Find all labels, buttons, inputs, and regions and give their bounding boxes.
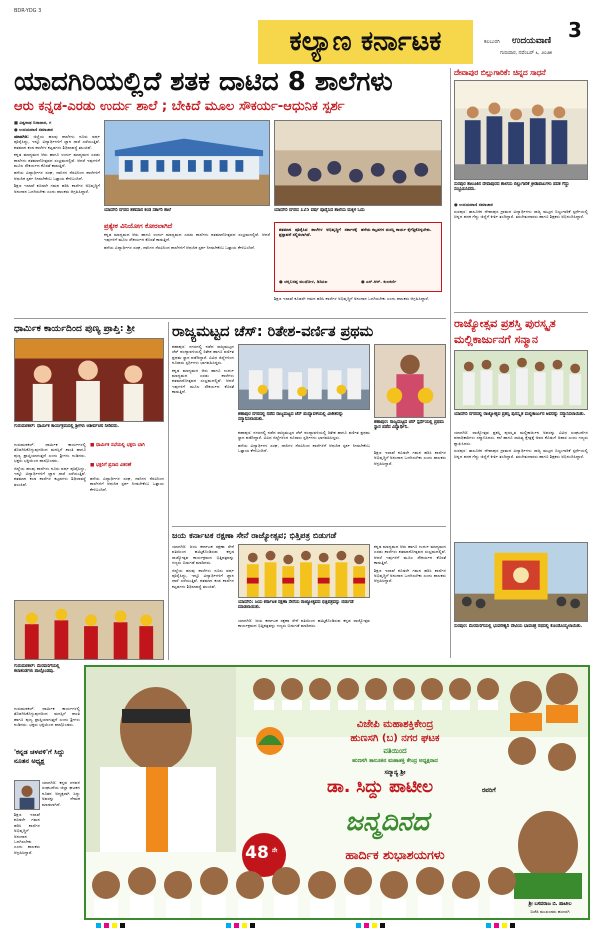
religious-caption: ಗುರುಮಠಕಲ್: ಧಾರ್ಮಿಕ ಕಾರ್ಯಕ್ರಮದಲ್ಲಿ ಶ್ರೀಗಳು ಆಶೀರ್ವಚನ ನೀಡಿದರು. bbox=[14, 424, 119, 429]
left-bottom-body-3 bbox=[14, 812, 40, 910]
quote-box bbox=[274, 222, 442, 292]
lead-subhead: ಪ್ರತ್ಯೇಕ ವಿನಿಯೋಗ ಕೋರಲಾಗಿದೆ bbox=[104, 222, 173, 230]
jk-body-right bbox=[374, 544, 446, 660]
page-number: 3 bbox=[568, 18, 582, 42]
jk-body-mid bbox=[238, 618, 370, 660]
lead-bureau: ● ಉದಯವಾಣಿ ಸಮಾಚಾರ bbox=[14, 127, 54, 132]
left-bottom-caption: ಗುರುಮಠಕಲ್: ಮೆರವಣಿಗೆಯಲ್ಲಿ ಕಲಾತಂಡಗಳು ಪಾಲ್ಗೊಂಡವು. bbox=[14, 664, 60, 675]
rajyotsava-caption: ಯಾದಗಿರಿ ನಗರದಲ್ಲಿ ರಾಜ್ಯೋತ್ಸವ ಪ್ರಶಸ್ತಿ ಪುರಸ್ಕೃತ ಮಲ್ಲಿಕಾರ್ಜುನ ಅವರನ್ನು ಸನ್ಮಾನಿಸಲಾಯಿತು. bbox=[454, 412, 586, 417]
city-label: ಕಲಬುರಗಿ bbox=[484, 39, 500, 45]
ad-age-suffix: ನೇ bbox=[272, 847, 278, 854]
ad-birthday: ಜನ್ಮದಿನದ bbox=[345, 807, 429, 837]
chess-winner-photo bbox=[374, 344, 446, 418]
chess-body-right bbox=[374, 450, 446, 522]
chess-body-mid-text-2: ಹಳೆಯ ವಿದ್ಯಾರ್ಥಿಗಳ ಸಂಘ, ದಾನಿಗಳ ನೆರವಿನಿಂದ ಶಾಲೆಗಳಿಗೆ ಆಧುನಿಕ ಸ್ಪರ್ಶ ನೀಡಬೇಕೆಂಬ ಒತ್ತಾಯ ಕೇಳಿಬಂದಿದೆ. bbox=[238, 442, 370, 454]
rajyotsava-body-text-2: ಸುರಪುರ: ತಾಲೂಕಿನ ದೇವಾಪುರ ಗ್ರಾಮದ ವಿದ್ಯಾರ್ಥಿಗಳು ರಾಜ್ಯ ಮಟ್ಟದ ಬಿಲ್ಲುಗಾರಿಕೆ ಸ್ಪರ್ಧೆಯಲ್ಲಿ ಚಿನ್ನದ ಪದಕ ಗೆದ್ದು ಜಿಲ್ಲೆಗೆ ಕೀರ್ತಿ ತಂದಿದ್ದಾರೆ. ತರಬೇತುದಾರರು ಹಾಗೂ ಶಿಕ್ಷಕರು ಅಭಿನಂದಿಸಿದ್ದಾರೆ. bbox=[454, 448, 588, 459]
birthday-advertisement bbox=[84, 665, 590, 920]
jk-body-left-text: ಯಾದಗಿರಿ: ಜಯ ಕರ್ನಾಟಕ ರಕ್ಷಣಾ ಸೇನೆ ವತಿಯಿಂದ ಹಮ್ಮಿಕೊಂಡಿರುವ ಕನ್ನಡ ರಾಜ್ಯೋತ್ಸವ ಕಾರ್ಯಕ್ರಮದ ಭಿತ್ತಿಪತ್ರವನ್ನು ಗಣ್ಯರು ಬಿಡುಗಡೆ ಮಾಡಿದರು. bbox=[172, 544, 234, 566]
lead-body-tail bbox=[274, 296, 442, 316]
rule-left-col bbox=[168, 322, 169, 660]
archery-photo bbox=[454, 80, 588, 180]
ad-wishes: ಹಾರ್ದಿಕ ಶುಭಾಶಯಗಳು bbox=[345, 847, 445, 862]
left-bottom-body-2 bbox=[42, 780, 80, 910]
lead-byline: ■ ವಿಶ್ವನಾಥ ಬಿರಾದಾರ, ಗ bbox=[14, 120, 52, 125]
siddu-photo bbox=[14, 780, 40, 810]
rajyotsava-body bbox=[454, 430, 588, 540]
section-banner bbox=[258, 20, 473, 64]
chess-body-left-text: ಶಹಾಪುರ: ನಗರದಲ್ಲಿ ನಡೆದ ರಾಜ್ಯಮಟ್ಟದ ಚೆಸ್ ಪಂದ್ಯಾವಳಿಯಲ್ಲಿ ರಿತೇಶ ಹಾಗೂ ವರ್ಣಿತ ಪ್ರಥಮ ಸ್ಥಾನ ಪಡೆದಿದ್ದಾರೆ. ವಿವಿಧ ಜಿಲ್ಲೆಗಳಿಂದ ನೂರಾರು ಸ್ಪರ್ಧಿಗಳು ಭಾಗವಹಿಸಿದ್ದರು. bbox=[172, 344, 234, 366]
jk-headline: ಜಯ ಕರ್ನಾಟಕ ರಕ್ಷಣಾ ಸೇನೆ ರಾಜ್ಯೋತ್ಸವ; ಭಿತ್ತಿಪತ್ರ ಬಿಡುಗಡೆ bbox=[172, 530, 337, 540]
left-bottom-body-3-text: ಶಿಕ್ಷಣ ಇಲಾಖೆ ಕೂಡಲೇ ಗಮನ ಹರಿಸಿ ಶಾಲೆಗಳ ಅಭಿವೃದ್ಧಿಗೆ ಅನುದಾನ ಒದಗಿಸಬೇಕು ಎಂದು ಪಾಲಕರು ಆಗ್ರಹಿಸಿದ್ದಾರೆ. bbox=[14, 812, 40, 855]
religious-headline: ಧಾರ್ಮಿಕ ಕಾರ್ಯದಿಂದ ಪುಣ್ಯ ಪ್ರಾಪ್ತಿ: ಶ್ರೀ bbox=[14, 323, 135, 334]
paper-name: ಉದಯವಾಣಿ bbox=[512, 36, 552, 46]
religious-photo bbox=[14, 338, 164, 422]
lead-body-p2: ಕನ್ನಡ ಮಾಧ್ಯಮದ ಆರು ಹಾಗೂ ಉರ್ದು ಮಾಧ್ಯಮದ ಎರಡು ಶಾಲೆಗಳು ಶತಮಾನೋತ್ಸವದ ಸಂಭ್ರಮದಲ್ಲಿವೆ. ಆದರೆ ಇವುಗಳಿಗೆ ಮೂಲ ಸೌಕರ್ಯದ ಕೊರತೆ ಕಾಡುತ್ತಿದೆ. bbox=[14, 152, 100, 169]
ad-line3: ವತಿಯಿಂದ bbox=[383, 747, 407, 755]
registration-marks-bottom bbox=[96, 914, 516, 920]
ad-name: ಡಾ. ಸಿದ್ದು ಪಾಟೀಲ bbox=[327, 777, 433, 797]
archery-body bbox=[454, 209, 588, 309]
lead-place: ಯಾದಗಿರಿ: bbox=[14, 134, 29, 139]
jk-body-left bbox=[172, 544, 234, 660]
archery-caption: ಸುರಪುರ ತಾಲೂಕಿನ ದೇವಾಪುರದ ಶಾಲೆಯ ಬಿಲ್ಲುಗಾರಿಕೆ ಕ್ರೀಡಾಪಟುಗಳು ಪದಕ ಗೆದ್ದು ಸಂಭ್ರಮಿಸಿದರು. bbox=[454, 182, 570, 193]
lead-photo-classroom-caption: ಯಾದಗಿರಿ ನಗರದ 125 ವರ್ಷ ಪೂರೈಸಿದ ಶಾಲೆಯ ಮಕ್ಕಳ ಓದು bbox=[274, 208, 365, 213]
religious-bullet-2: ■ ಭಕ್ತರಿಗೆ ಪ್ರಸಾದ ವಿತರಣೆ bbox=[90, 463, 132, 468]
registration-marks-svg bbox=[96, 923, 516, 928]
ad-line1: ವಿಜೇಪಿ ಮಹಾಶಕ್ತಿಕೇಂದ್ರ bbox=[356, 719, 434, 730]
jk-body-left-text-2: ಜಿಲ್ಲೆಯ ಹಲವು ಶಾಲೆಗಳು ನೂರು ವರ್ಷ ಪೂರೈಸಿದ್ದು, ಇನ್ನೂ ವಿದ್ಯಾರ್ಥಿಗಳಿಗೆ ಜ್ಞಾನ ಧಾರೆ ಎರೆಯುತ್ತಿವೆ. ಶತಮಾನ ಕಂಡ ಶಾಲೆಗಳ ಕಟ್ಟಡಗಳು ಶಿಥಿಲಾವಸ್ಥೆ ತಲುಪಿವೆ. bbox=[172, 567, 234, 589]
page-date: ಗುರುವಾರ, ನವೆಂಬರ್ ೬, ೨೦೨೫ bbox=[500, 51, 552, 56]
ad-sponsor-detail: ಬಿಜೆಪಿ ಮುಖಂಡರು ಹುಣಸಗಿ bbox=[530, 909, 570, 914]
left-bottom-body-1 bbox=[14, 706, 80, 746]
religious-bullet-1: ■ ಧಾರ್ಮಿಕ ಸಭೆಯಲ್ಲಿ ಭಕ್ತರು ಭಾಗಿ bbox=[90, 443, 145, 448]
rule-jk bbox=[172, 526, 446, 527]
jk-caption: ಯಾದಗಿರಿ: ಜಯ ಕರ್ನಾಟಕ ರಕ್ಷಣಾ ಸೇನೆಯ ರಾಜ್ಯೋತ್ಸವದ ಭಿತ್ತಿಪತ್ರವನ್ನು ಬಿಡುಗಡೆ ಮಾಡಲಾಯಿತು. bbox=[238, 600, 354, 611]
lead-body-right-p2: ಹಳೆಯ ವಿದ್ಯಾರ್ಥಿಗಳ ಸಂಘ, ದಾನಿಗಳ ನೆರವಿನಿಂದ ಶಾಲೆಗಳಿಗೆ ಆಧುನಿಕ ಸ್ಪರ್ಶ ನೀಡಬೇಕೆಂಬ ಒತ್ತಾಯ ಕೇಳಿಬಂದಿದೆ. bbox=[104, 244, 256, 250]
section-title: ಕಲ್ಯಾಣ ಕರ್ನಾಟಕ bbox=[289, 26, 442, 57]
left-bottom-body-1-text: ಗುರುಮಠಕಲ್: ಧಾರ್ಮಿಕ ಕಾರ್ಯಗಳಲ್ಲಿ ತೊಡಗಿಸಿಕೊಳ್ಳುವುದರಿಂದ ಮನಸ್ಸಿಗೆ ಶಾಂತಿ ಹಾಗೂ ಪುಣ್ಯ ಪ್ರಾಪ್ತಿಯಾಗುತ್ತದೆ ಎಂದು ಶ್ರೀಗಳು ನುಡಿದರು. ಭಕ್ತರು ಭಕ್ತಿಯಿಂದ ಪಾಲ್ಗೊಂಡರು. bbox=[14, 706, 80, 728]
chess-body-right-text: ಶಿಕ್ಷಣ ಇಲಾಖೆ ಕೂಡಲೇ ಗಮನ ಹರಿಸಿ ಶಾಲೆಗಳ ಅಭಿವೃದ್ಧಿಗೆ ಅನುದಾನ ಒದಗಿಸಬೇಕು ಎಂದು ಪಾಲಕರು ಆಗ್ರಹಿಸಿದ್ದಾರೆ. bbox=[374, 450, 446, 466]
quote-1-by: ● ಚನ್ನಬಸಪ್ಪ ಮುಧೋಳ, ಡಿಡಿಪಿಐ bbox=[279, 279, 328, 284]
rajyotsava-photo bbox=[454, 350, 588, 410]
jk-body-right-text: ಕನ್ನಡ ಮಾಧ್ಯಮದ ಆರು ಹಾಗೂ ಉರ್ದು ಮಾಧ್ಯಮದ ಎರಡು ಶಾಲೆಗಳು ಶತಮಾನೋತ್ಸವದ ಸಂಭ್ರಮದಲ್ಲಿವೆ. ಆದರೆ ಇವುಗಳಿಗೆ ಮೂಲ ಸೌಕರ್ಯದ ಕೊರತೆ ಕಾಡುತ್ತಿದೆ. bbox=[374, 544, 446, 566]
lead-body bbox=[14, 134, 100, 314]
lead-body-tail-p: ಶಿಕ್ಷಣ ಇಲಾಖೆ ಕೂಡಲೇ ಗಮನ ಹರಿಸಿ ಶಾಲೆಗಳ ಅಭಿವೃದ್ಧಿಗೆ ಅನುದಾನ ಒದಗಿಸಬೇಕು ಎಂದು ಪಾಲಕರು ಆಗ್ರಹಿಸಿದ್ದಾರೆ. bbox=[274, 296, 430, 301]
quote-1 bbox=[279, 227, 357, 273]
ad-honorific: ಸನ್ಮಾನ್ಯ ಶ್ರೀ bbox=[384, 769, 406, 776]
chess-body-mid bbox=[238, 430, 370, 522]
page-code: BDR-YDG 3 bbox=[14, 8, 42, 14]
rajyotsava-body-text: ಯಾದಗಿರಿ: ರಾಜ್ಯೋತ್ಸವ ಪ್ರಶಸ್ತಿ ಪುರಸ್ಕೃತ ಮಲ್ಲಿಕಾರ್ಜುನ ಅವರನ್ನು ವಿವಿಧ ಸಂಘಟನೆಗಳ ಪದಾಧಿಕಾರಿಗಳು ಸನ್ಮಾನಿಸಿದರು. ಕಲೆ ಹಾಗೂ ಸಾಹಿತ್ಯ ಕ್ಷೇತ್ರಕ್ಕೆ ಅವರ ಕೊಡುಗೆ ಅಪಾರ ಎಂದು ಗಣ್ಯರು ಶ್ಲಾಘಿಸಿದರು. bbox=[454, 430, 588, 446]
procession-caption: ಸುರಪುರ: ಮೆರವಣಿಗೆಯಲ್ಲಿ ಭುವನೇಶ್ವರಿ ದೇವಿಯ ಭಾವಚಿತ್ರ ರಥದಲ್ಲಿ ಕೊಂಡೊಯ್ಯಲಾಯಿತು. bbox=[454, 624, 583, 629]
religious-body-right-text: ಹಳೆಯ ವಿದ್ಯಾರ್ಥಿಗಳ ಸಂಘ, ದಾನಿಗಳ ನೆರವಿನಿಂದ ಶಾಲೆಗಳಿಗೆ ಆಧುನಿಕ ಸ್ಪರ್ಶ ನೀಡಬೇಕೆಂಬ ಒತ್ತಾಯ ಕೇಳಿಬಂದಿದೆ. bbox=[90, 476, 164, 492]
right-top-headline: ದೇವಾಪುರ ಬಿಲ್ಲುಗಾರಿಕೆ: ಚಿನ್ನದ ಸಾಧನೆ bbox=[454, 68, 546, 77]
rajyotsava-headline-1: ರಾಜ್ಯೋತ್ಸವ ಪ್ರಶಸ್ತಿ ಪುರಸ್ಕೃತ bbox=[454, 317, 556, 330]
lead-body-right bbox=[104, 232, 270, 314]
ad-sponsor: ಶ್ರೀ ಬಸವರಾಜ ಬಿ. ಪಾಟೀಲ bbox=[528, 902, 572, 907]
chess-body-left-text-2: ಕನ್ನಡ ಮಾಧ್ಯಮದ ಆರು ಹಾಗೂ ಉರ್ದು ಮಾಧ್ಯಮದ ಎರಡು ಶಾಲೆಗಳು ಶತಮಾನೋತ್ಸವದ ಸಂಭ್ರಮದಲ್ಲಿವೆ. ಆದರೆ ಇವುಗಳಿಗೆ ಮೂಲ ಸೌಕರ್ಯದ ಕೊರತೆ ಕಾಡುತ್ತಿದೆ. bbox=[172, 367, 234, 395]
jk-photo bbox=[238, 544, 370, 598]
left-bottom-photo bbox=[14, 600, 164, 660]
rajyotsava-headline-2: ಮಲ್ಲಿಕಾರ್ಜುನಗೆ ಸನ್ಮಾನ bbox=[454, 333, 538, 346]
chess-caption-2: ಶಹಾಪುರ: ರಾಜ್ಯಮಟ್ಟದ ಚೆಸ್ ಸ್ಪರ್ಧೆಯಲ್ಲಿ ಪ್ರಥಮ ಸ್ಥಾನ ಪಡೆದ ವಿದ್ಯಾರ್ಥಿನಿ. bbox=[374, 420, 444, 431]
jk-body-right-text-2: ಶಿಕ್ಷಣ ಇಲಾಖೆ ಕೂಡಲೇ ಗಮನ ಹರಿಸಿ ಶಾಲೆಗಳ ಅಭಿವೃದ್ಧಿಗೆ ಅನುದಾನ ಒದಗಿಸಬೇಕು ಎಂದು ಪಾಲಕರು ಆಗ್ರಹಿಸಿದ್ದಾರೆ. bbox=[374, 567, 446, 584]
chess-caption-1: ಶಹಾಪುರ ನಗರದಲ್ಲಿ ನಡೆದ ರಾಜ್ಯಮಟ್ಟದ ಚೆಸ್ ಪಂದ್ಯಾವಳಿಯಲ್ಲಿ ವಿಜೇತರನ್ನು ಸನ್ಮಾನಿಸಲಾಯಿತು. bbox=[238, 412, 344, 423]
quote-2-by: ● ಎಸ್.ಆರ್. ಕುಲಕರ್ಣಿ bbox=[361, 279, 397, 284]
rule-under-lead bbox=[14, 318, 446, 319]
chess-body-mid-text: ಶಹಾಪುರ: ನಗರದಲ್ಲಿ ನಡೆದ ರಾಜ್ಯಮಟ್ಟದ ಚೆಸ್ ಪಂದ್ಯಾವಳಿಯಲ್ಲಿ ರಿತೇಶ ಹಾಗೂ ವರ್ಣಿತ ಪ್ರಥಮ ಸ್ಥಾನ ಪಡೆದಿದ್ದಾರೆ. ವಿವಿಧ ಜಿಲ್ಲೆಗಳಿಂದ ನೂರಾರು ಸ್ಪರ್ಧಿಗಳು ಭಾಗವಹಿಸಿದ್ದರು. bbox=[238, 430, 370, 441]
left-bottom-body-2-text: ಯಾದಗಿರಿ: ಕನ್ನಡ ಚಳವಳಿ ಸಂಘಟನೆಯ ಜಿಲ್ಲಾ ಘಟಕದ ನೂತನ ಅಧ್ಯಕ್ಷರಾಗಿ ಸಿದ್ದು ಅವರನ್ನು ನೇಮಕ ಮಾಡಲಾಗಿದೆ. bbox=[42, 780, 80, 807]
ad-line2: ಹುಣಸಗಿ (ಬ) ನಗರ ಘಟಕ bbox=[350, 733, 440, 744]
ad-age: 48 bbox=[245, 843, 269, 863]
ad-name-suffix: ರವರಿಗೆ bbox=[482, 787, 496, 794]
religious-body-text: ಗುರುಮಠಕಲ್: ಧಾರ್ಮಿಕ ಕಾರ್ಯಗಳಲ್ಲಿ ತೊಡಗಿಸಿಕೊಳ್ಳುವುದರಿಂದ ಮನಸ್ಸಿಗೆ ಶಾಂತಿ ಹಾಗೂ ಪುಣ್ಯ ಪ್ರಾಪ್ತಿಯಾಗುತ್ತದೆ ಎಂದು ಶ್ರೀಗಳು ನುಡಿದರು. ಭಕ್ತರು ಭಕ್ತಿಯಿಂದ ಪಾಲ್ಗೊಂಡರು. bbox=[14, 442, 86, 464]
quote-2-text: ಹಳೆಯ ಕಟ್ಟಡಗಳ ದುರಸ್ತಿ ಕಾರ್ಯ ಕೈಗೆತ್ತಿಕೊಳ್ಳಬೇಕು. bbox=[361, 227, 432, 232]
lead-body-p3: ಹಳೆಯ ವಿದ್ಯಾರ್ಥಿಗಳ ಸಂಘ, ದಾನಿಗಳ ನೆರವಿನಿಂದ ಶಾಲೆಗಳಿಗೆ ಆಧುನಿಕ ಸ್ಪರ್ಶ ನೀಡಬೇಕೆಂಬ ಒತ್ತಾಯ ಕೇಳಿಬಂದಿದೆ. bbox=[14, 170, 100, 181]
religious-body bbox=[14, 442, 86, 597]
lead-photo-classroom bbox=[274, 120, 442, 206]
religious-body-right bbox=[90, 476, 164, 596]
lead-body-right-p1: ಕನ್ನಡ ಮಾಧ್ಯಮದ ಆರು ಹಾಗೂ ಉರ್ದು ಮಾಧ್ಯಮದ ಎರಡು ಶಾಲೆಗಳು ಶತಮಾನೋತ್ಸವದ ಸಂಭ್ರಮದಲ್ಲಿವೆ. ಆದರೆ ಇವುಗಳಿಗೆ ಮೂಲ ಸೌಕರ್ಯದ ಕೊರತೆ ಕಾಡುತ್ತಿದೆ. bbox=[104, 232, 270, 243]
rule-right-1 bbox=[454, 312, 588, 313]
lead-photo-school-caption: ಯಾದಗಿರಿ ನಗರದ ಶತಮಾನ ಕಂಡ ಸರ್ಕಾರಿ ಶಾಲೆ bbox=[104, 208, 172, 213]
chess-group-photo bbox=[238, 344, 370, 410]
lead-subheadline: ಆರು ಕನ್ನಡ-ಎರಡು ಉರ್ದು ಶಾಲೆ ; ಬೇಕಿದೆ ಮೂಲ ಸೌಕರ್ಯ-ಆಧುನಿಕ ಸ್ಪರ್ಶ bbox=[14, 99, 345, 114]
archery-bureau: ● ಉದಯವಾಣಿ ಸಮಾಚಾರ bbox=[454, 202, 494, 207]
rule-lead-right bbox=[450, 68, 451, 658]
procession-photo bbox=[454, 542, 588, 622]
archery-body-text: ಸುರಪುರ: ತಾಲೂಕಿನ ದೇವಾಪುರ ಗ್ರಾಮದ ವಿದ್ಯಾರ್ಥಿಗಳು ರಾಜ್ಯ ಮಟ್ಟದ ಬಿಲ್ಲುಗಾರಿಕೆ ಸ್ಪರ್ಧೆಯಲ್ಲಿ ಚಿನ್ನದ ಪದಕ ಗೆದ್ದು ಜಿಲ್ಲೆಗೆ ಕೀರ್ತಿ ತಂದಿದ್ದಾರೆ. ತರಬೇತುದಾರರು ಹಾಗೂ ಶಿಕ್ಷಕರು ಅಭಿನಂದಿಸಿದ್ದಾರೆ. bbox=[454, 209, 588, 220]
religious-body-text-2: ಜಿಲ್ಲೆಯ ಹಲವು ಶಾಲೆಗಳು ನೂರು ವರ್ಷ ಪೂರೈಸಿದ್ದು, ಇನ್ನೂ ವಿದ್ಯಾರ್ಥಿಗಳಿಗೆ ಜ್ಞಾನ ಧಾರೆ ಎರೆಯುತ್ತಿವೆ. ಶತಮಾನ ಕಂಡ ಶಾಲೆಗಳ ಕಟ್ಟಡಗಳು ಶಿಥಿಲಾವಸ್ಥೆ ತಲುಪಿವೆ. bbox=[14, 465, 86, 487]
chess-headline: ರಾಜ್ಯಮಟ್ಟದ ಚೆಸ್: ರಿತೇಶ-ವರ್ಣಿತ ಪ್ರಥಮ bbox=[172, 324, 374, 340]
ad-line4: ಹುಣಸಗಿ ತಾಲೂಕಿನ ಮಹಾಶಕ್ತಿ ಕೇಂದ್ರ ಅಧ್ಯಕ್ಷರಾದ bbox=[352, 758, 438, 764]
jk-body-mid-text: ಯಾದಗಿರಿ: ಜಯ ಕರ್ನಾಟಕ ರಕ್ಷಣಾ ಸೇನೆ ವತಿಯಿಂದ ಹಮ್ಮಿಕೊಂಡಿರುವ ಕನ್ನಡ ರಾಜ್ಯೋತ್ಸವ ಕಾರ್ಯಕ್ರಮದ ಭಿತ್ತಿಪತ್ರವನ್ನು ಗಣ್ಯರು ಬಿಡುಗಡೆ ಮಾಡಿದರು. bbox=[238, 618, 370, 629]
quote-1-text: ಶತಮಾನ ಪೂರೈಸಿದ ಶಾಲೆಗಳ ಅಭಿವೃದ್ಧಿಗೆ ಸರ್ಕಾರಕ್ಕೆ ಪ್ರಸ್ತಾವನೆ ಸಲ್ಲಿಸಲಾಗಿದೆ. bbox=[279, 227, 357, 238]
lead-photo-school bbox=[104, 120, 270, 206]
lead-body-p1: ಜಿಲ್ಲೆಯ ಹಲವು ಶಾಲೆಗಳು ನೂರು ವರ್ಷ ಪೂರೈಸಿದ್ದು, ಇನ್ನೂ ವಿದ್ಯಾರ್ಥಿಗಳಿಗೆ ಜ್ಞಾನ ಧಾರೆ ಎರೆಯುತ್ತಿವೆ. ಶತಮಾನ ಕಂಡ ಶಾಲೆಗಳ ಕಟ್ಟಡಗಳು ಶಿಥಿಲಾವಸ್ಥೆ ತಲುಪಿವೆ. bbox=[14, 134, 100, 150]
left-bottom-headline: 'ಕನ್ನಡ ಚಳವಳಿ'ಗೆ ಸಿದ್ದು ನೂತನ ಅಧ್ಯಕ್ಷ bbox=[14, 748, 65, 765]
lead-headline: ಯಾದಗಿರಿಯಲ್ಲಿದೆ ಶತಕ ದಾಟಿದ 8 ಶಾಲೆಗಳು bbox=[14, 67, 393, 97]
quote-2 bbox=[361, 227, 439, 273]
chess-body-left bbox=[172, 344, 234, 524]
lead-body-p4: ಶಿಕ್ಷಣ ಇಲಾಖೆ ಕೂಡಲೇ ಗಮನ ಹರಿಸಿ ಶಾಲೆಗಳ ಅಭಿವೃದ್ಧಿಗೆ ಅನುದಾನ ಒದಗಿಸಬೇಕು ಎಂದು ಪಾಲಕರು ಆಗ್ರಹಿಸಿದ್ದಾರೆ. bbox=[14, 183, 100, 194]
